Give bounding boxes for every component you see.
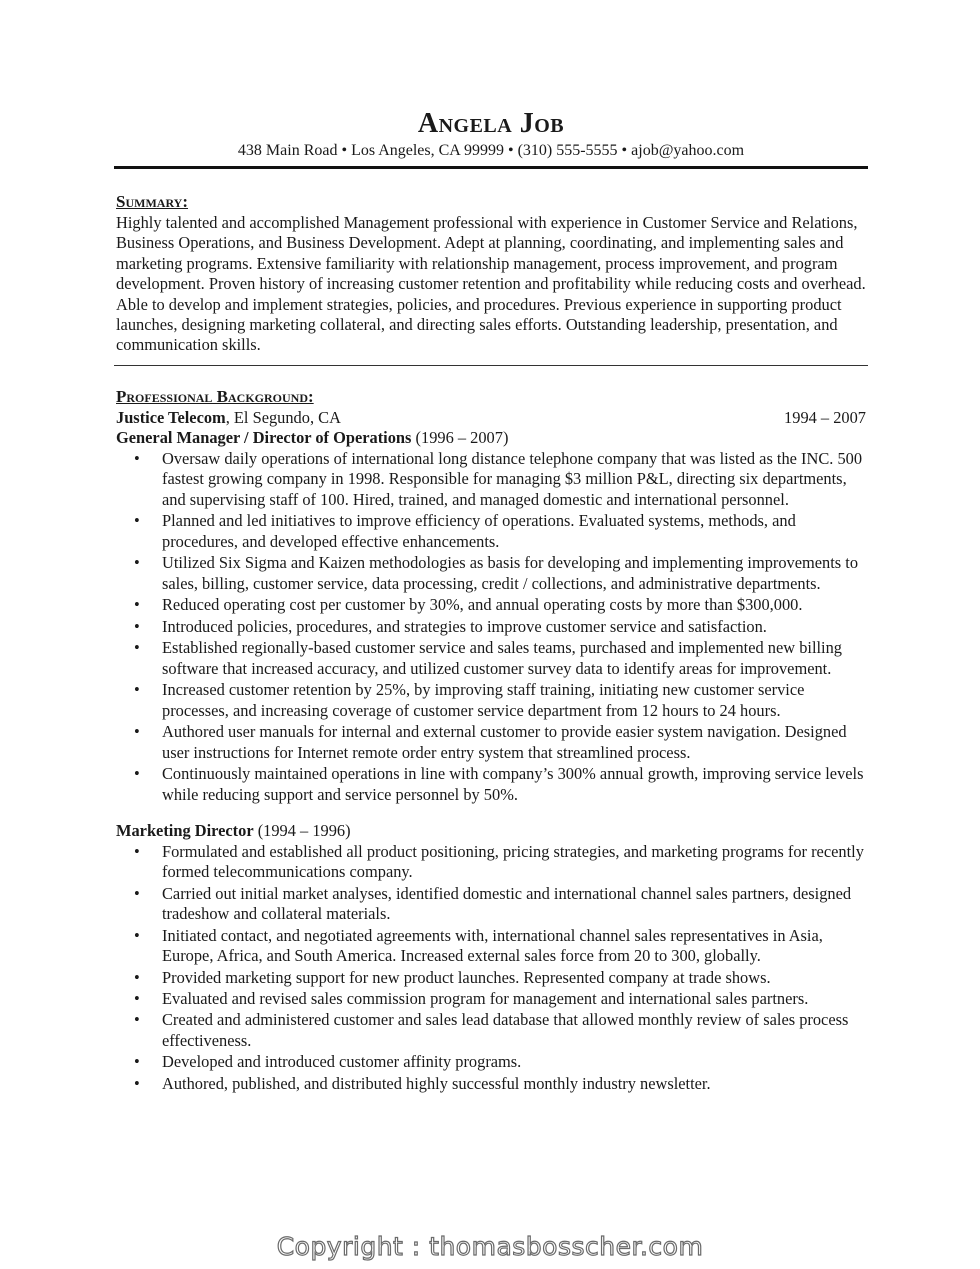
summary-heading: Summary: bbox=[116, 192, 189, 211]
role-title-line bbox=[116, 428, 866, 449]
role-period: (1996 – 2007) bbox=[411, 428, 509, 448]
list-item: • Reduced operating cost per customer by 30%, and annual operating costs by more than $300,000. bbox=[116, 595, 866, 616]
list-item: • Utilized Six Sigma and Kaizen methodologies as basis for developing and implementing improvements to sales, billing, customer service, data processing, credit / collections, and administrative departments. bbox=[116, 553, 866, 594]
list-item: • Oversaw daily operations of international long distance telephone company that was listed as the INC. 500 fastest growing company in 1998. Responsible for managing $3 million P&L, directing six departments, and supervising staff of 100. Hired, trained, and managed domestic and international personnel. bbox=[116, 449, 866, 511]
list-item: • Evaluated and revised sales commission program for management and international sales partners. bbox=[116, 989, 866, 1010]
company-name: Justice Telecom bbox=[116, 407, 226, 427]
role-period: (1994 – 1996) bbox=[253, 821, 351, 841]
role-bullets bbox=[116, 449, 866, 805]
employer-line bbox=[116, 408, 866, 429]
summary-text: Highly talented and accomplished Management professional with experience in Customer Service and Relations, Business Operations, and Business Development. Adept at planning, coordinating, and implementing sales and marketing programs. Extensive familiarity with relationship management, process improvement, and program development. Proven history of increasing customer retention and profitability while reducing costs and overhead. Able to develop and implement strategies, policies, and procedures. Previous experience in supporting product launches, designing marketing collateral, and directing sales efforts. Outstanding leadership, presentation, and communication skills. bbox=[116, 213, 866, 355]
list-item: • Established regionally-based customer service and sales teams, purchased and implemented new billing software that increased accuracy, and utilized customer survey data to identify areas for improvement. bbox=[116, 638, 866, 679]
role-bullets bbox=[116, 842, 866, 1095]
role-title: General Manager / Director of Operations bbox=[116, 428, 412, 448]
list-item: • Authored user manuals for internal and external customer to provide easier system navigation. Designed user instructions for Internet remote order entry system that streamlined process. bbox=[116, 722, 866, 763]
employer bbox=[116, 408, 341, 429]
contact-line: 438 Main Road • Los Angeles, CA 99999 • (310) 555-5555 • ajob@yahoo.com bbox=[237, 142, 745, 159]
list-item: • Carried out initial market analyses, identified domestic and international channel sales partners, designed tradeshow and collateral materials. bbox=[116, 884, 866, 925]
copyright-watermark: Copyright : thomasbosscher.com bbox=[276, 1232, 704, 1261]
list-item: • Continuously maintained operations in line with company’s 300% annual growth, improving service levels while reducing support and service personnel by 50%. bbox=[116, 764, 866, 805]
list-item: • Developed and introduced customer affinity programs. bbox=[116, 1052, 866, 1073]
role-title-line bbox=[116, 821, 866, 842]
employment-dates: 1994 – 2007 bbox=[784, 407, 866, 427]
role-title: Marketing Director bbox=[116, 821, 254, 841]
background-heading: Professional Background: bbox=[116, 386, 314, 406]
list-item: • Introduced policies, procedures, and strategies to improve customer service and satisfaction. bbox=[116, 617, 866, 638]
candidate-name: Angela Job bbox=[417, 108, 565, 139]
list-item: • Created and administered customer and sales lead database that allowed monthly review of sales process effectiveness. bbox=[116, 1010, 866, 1051]
list-item: • Increased customer retention by 25%, by improving staff training, initiating new customer service processes, and increasing coverage of customer service department from 12 hours to 24 hours. bbox=[116, 680, 866, 721]
list-item: • Provided marketing support for new product launches. Represented company at trade shows. bbox=[116, 968, 866, 989]
list-item: • Initiated contact, and negotiated agreements with, international channel sales representatives in Asia, Europe, Africa, and South America. Increased external sales force from 20 to 300, globally. bbox=[116, 926, 866, 967]
list-item: • Planned and led initiatives to improve efficiency of operations. Evaluated systems, methods, and procedures, and developed effective enhancements. bbox=[116, 511, 866, 552]
list-item: • Formulated and established all product positioning, pricing strategies, and marketing programs for recently formed telecommunications company. bbox=[116, 842, 866, 883]
resume-page bbox=[116, 108, 866, 1095]
company-location: , El Segundo, CA bbox=[225, 407, 341, 427]
list-item: • Authored, published, and distributed highly successful monthly industry newsletter. bbox=[116, 1074, 866, 1095]
